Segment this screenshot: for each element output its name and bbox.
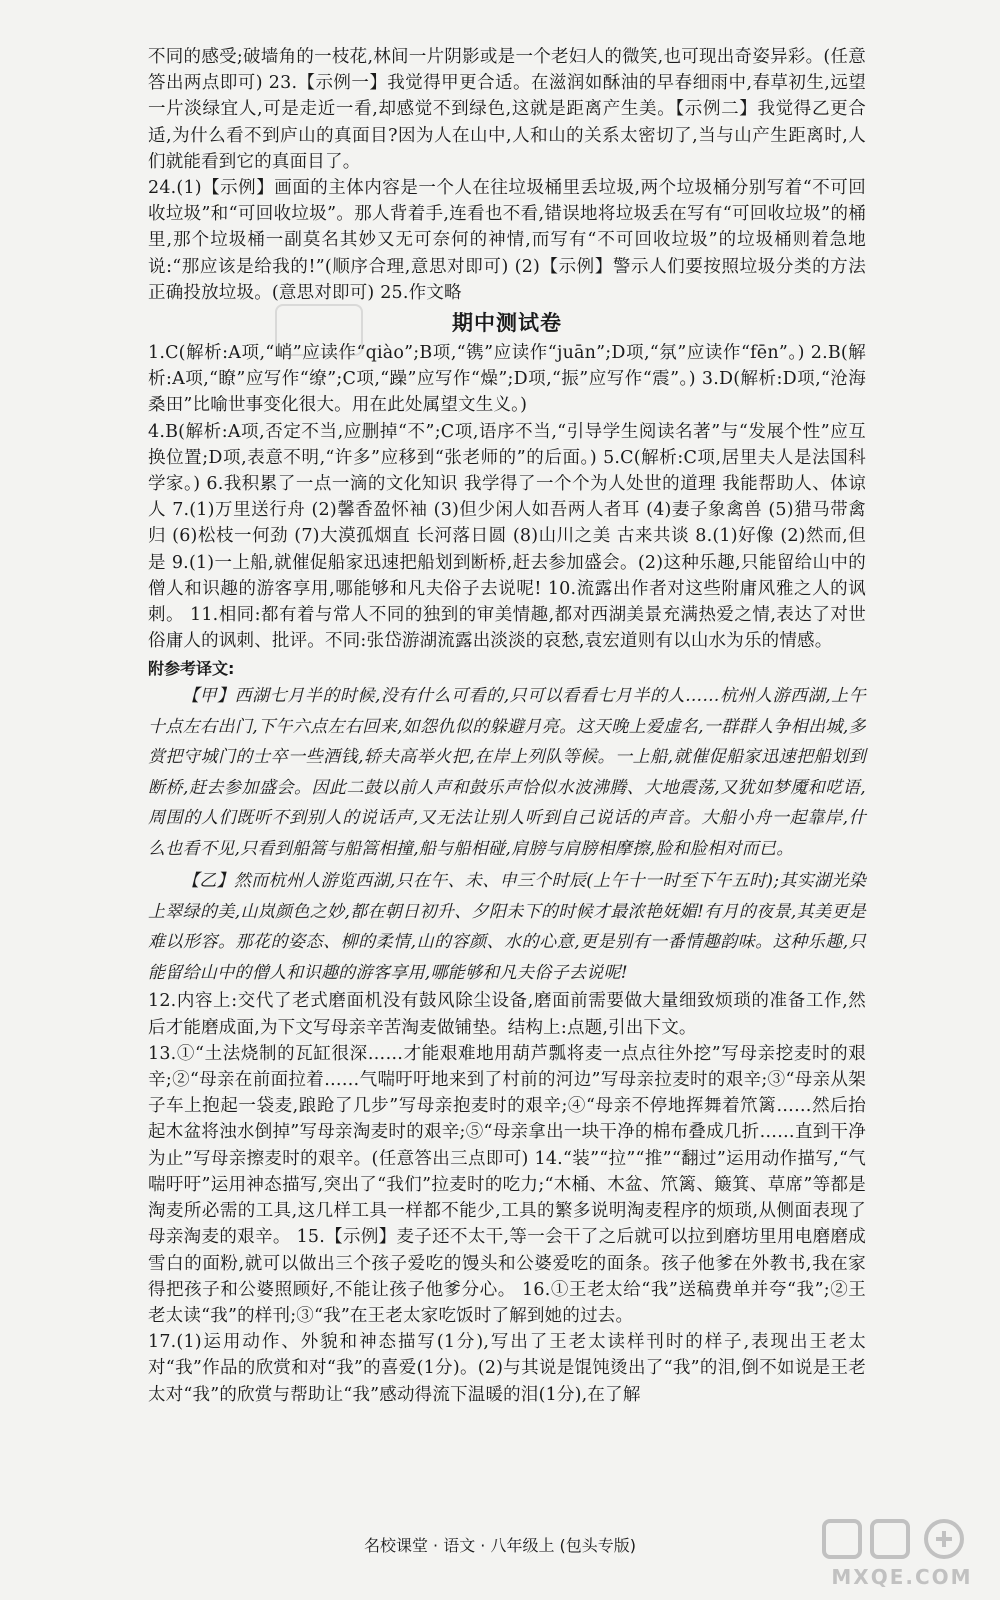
ink-stamp-mark xyxy=(275,304,363,356)
paragraph-answers-4-11: 4.B(解析:A项,否定不当,应删掉“不”;C项,语序不当,“引导学生阅读名著”与“发展个性”应互换位置;D项,表意不明,“许多”应移到“张老师的”的后面。) 5.C(解析:C项,居里夫人是法国科学家。) 6.我积累了一点一滴的文化知识 我学得了一个个为人处世的道理 我能帮助人、体谅人 7.(1)万里送行舟 (2)馨香盈怀袖 (3)但少闲人如吾两人者耳 (4)妻子象禽兽 (5)猎马带禽归 (6)松枝一何劲 (7)大漠孤烟直 长河落日圆 (8)山川之美 古来共谈 8.(1)好像 (2)然而,但是 9.(1)一上船,就催促船家迅速把船划到断桥,赶去参加盛会。(2)这种乐趣,只能留给山中的僧人和识趣的游客享用,哪能够和凡夫俗子去说呢! 10.流露出作者对这些附庸风雅之人的讽刺。 11.相同:都有着与常人不同的独到的审美情趣,都对西湖美景充满热爱之情,表达了对世俗庸人的讽刺、批评。不同:张岱游湖流露出淡淡的哀愁,袁宏道则有以山水为乐的情感。 xyxy=(148,421,866,652)
answer-page xyxy=(148,44,866,1408)
watermark-text: MXQE.COM xyxy=(831,1565,973,1589)
watermark-logo xyxy=(818,1515,986,1591)
paragraph-answers-1-3: 1.C(解析:A项,“峭”应读作“qiào”;B项,“镌”应读作“juān”;D项,“氛”应读作“fēn”。) 2.B(解析:A项,“瞭”应写作“缭”;C项,“躁”应写作“燥”;D项,“振”应写作“震”。) 3.D(解析:D项,“沧海桑田”比喻世事变化很大。用在此处属望文生义。) xyxy=(148,343,866,416)
translation-jia: 【甲】西湖七月半的时候,没有什么可看的,只可以看看七月半的人……杭州人游西湖,上午十点左右出门,下午六点左右回来,如怨仇似的躲避月亮。这天晚上爱虚名,一群群人争相出城,多赏把守城门的士卒一些酒钱,轿夫高举火把,在岸上列队等候。一上船,就催促船家迅速把船划到断桥,赶去参加盛会。因此二鼓以前人声和鼓乐声恰似水波沸腾、大地震荡,又犹如梦魇和呓语,周围的人们既听不到别人的说话声,又无法让别人听到自己说话的声音。大船小舟一起靠岸,什么也看不见,只看到船篙与船篙相撞,船与船相碰,肩膀与肩膀相摩擦,脸和脸相对而已。 xyxy=(148,686,866,859)
page-footer: 名校课堂 · 语文 · 八年级上 (包头专版) xyxy=(363,1536,637,1555)
paragraph-answer-17: 17.(1)运用动作、外貌和神态描写(1分),写出了王老太读样刊时的样子,表现出王老太对“我”作品的欣赏和对“我”的喜爱(1分)。(2)与其说是馄饨烫出了“我”的泪,倒不如说是王老太对“我”的欣赏与帮助让“我”感动得流下温暖的泪(1分),在了解 xyxy=(148,1332,866,1405)
watermark-emblem-icon xyxy=(818,1515,986,1565)
paragraph-answer-12: 12.内容上:交代了老式磨面机没有鼓风除尘设备,磨面前需要做大量细致烦琐的准备工作,然后才能磨成面,为下文写母亲辛苦淘麦做铺垫。结构上:点题,引出下文。 xyxy=(148,991,866,1038)
translation-label: 附参考译文: xyxy=(148,659,235,679)
paragraph-answers-22-23: 不同的感受;破墙角的一枝花,林间一片阴影或是一个老妇人的微笑,也可现出奇姿异彩。(任意答出两点即可) 23.【示例一】我觉得甲更合适。在滋润如酥油的早春细雨中,春草初生,远望一片淡绿宜人,可是走近一看,却感觉不到绿色,这就是距离产生美。【示例二】我觉得乙更合适,为什么看不到庐山的真面目?因为人在山中,人和山的关系太密切了,当与山产生距离时,人们就能看到它的真面目了。 xyxy=(148,47,866,172)
paragraph-answers-13-16: 13.①“土法烧制的瓦缸很深……才能艰难地用葫芦瓢将麦一点点往外挖”写母亲挖麦时的艰辛;②“母亲在前面拉着……气喘吁吁地来到了村前的河边”写母亲拉麦时的艰辛;③“母亲从架子车上抱起一袋麦,踉跄了几步”写母亲抱麦时的艰辛;④“母亲不停地挥舞着笊篱……然后抬起木盆将浊水倒掉”写母亲淘麦时的艰辛;⑤“母亲拿出一块干净的棉布叠成几折……直到干净为止”写母亲擦麦时的艰辛。(任意答出三点即可) 14.“装”“拉”“推”“翻过”运用动作描写,“气喘吁吁”运用神态描写,突出了“我们”拉麦时的吃力;“木桶、木盆、笊篱、簸箕、草席”等都是淘麦所必需的工具,这几样工具一样都不能少,工具的繁多说明淘麦程序的烦琐,从侧面表现了母亲淘麦的艰辛。 15.【示例】麦子还不太干,等一会干了之后就可以拉到磨坊里用电磨磨成雪白的面粉,就可以做出三个孩子爱吃的馒头和公婆爱吃的面条。孩子他爹在外教书,我在家得把孩子和公婆照顾好,不能让孩子他爹分心。 16.①王老太给“我”送稿费单并夸“我”;②王老太读“我”的样刊;③“我”在王老太家吃饭时了解到她的过去。 xyxy=(148,1043,866,1326)
paragraph-answers-24-25: 24.(1)【示例】画面的主体内容是一个人在往垃圾桶里丢垃圾,两个垃圾桶分别写着“不可回收垃圾”和“可回收垃圾”。那人背着手,连看也不看,错误地将垃圾丢在写有“可回收垃圾”的桶里,那个垃圾桶一副莫名其妙又无可奈何的神情,而写有“不可回收垃圾”的垃圾桶则着急地说:“那应该是给我的!”(顺序合理,意思对即可) (2)【示例】警示人们要按照垃圾分类的方法正确投放垃圾。(意思对即可) 25.作文略 xyxy=(148,178,866,303)
translation-yi: 【乙】然而杭州人游览西湖,只在午、未、申三个时辰(上午十一时至下午五时);其实湖光染上翠绿的美,山岚颜色之妙,都在朝日初升、夕阳未下的时候才最浓艳妩媚!有月的夜景,其美更是难以形容。那花的姿态、柳的柔情,山的容颜、水的心意,更是别有一番情趣韵味。这种乐趣,只能留给山中的僧人和识趣的游客享用,哪能够和凡夫俗子去说呢! xyxy=(148,871,866,983)
section-title: 期中测试卷 xyxy=(452,311,562,336)
